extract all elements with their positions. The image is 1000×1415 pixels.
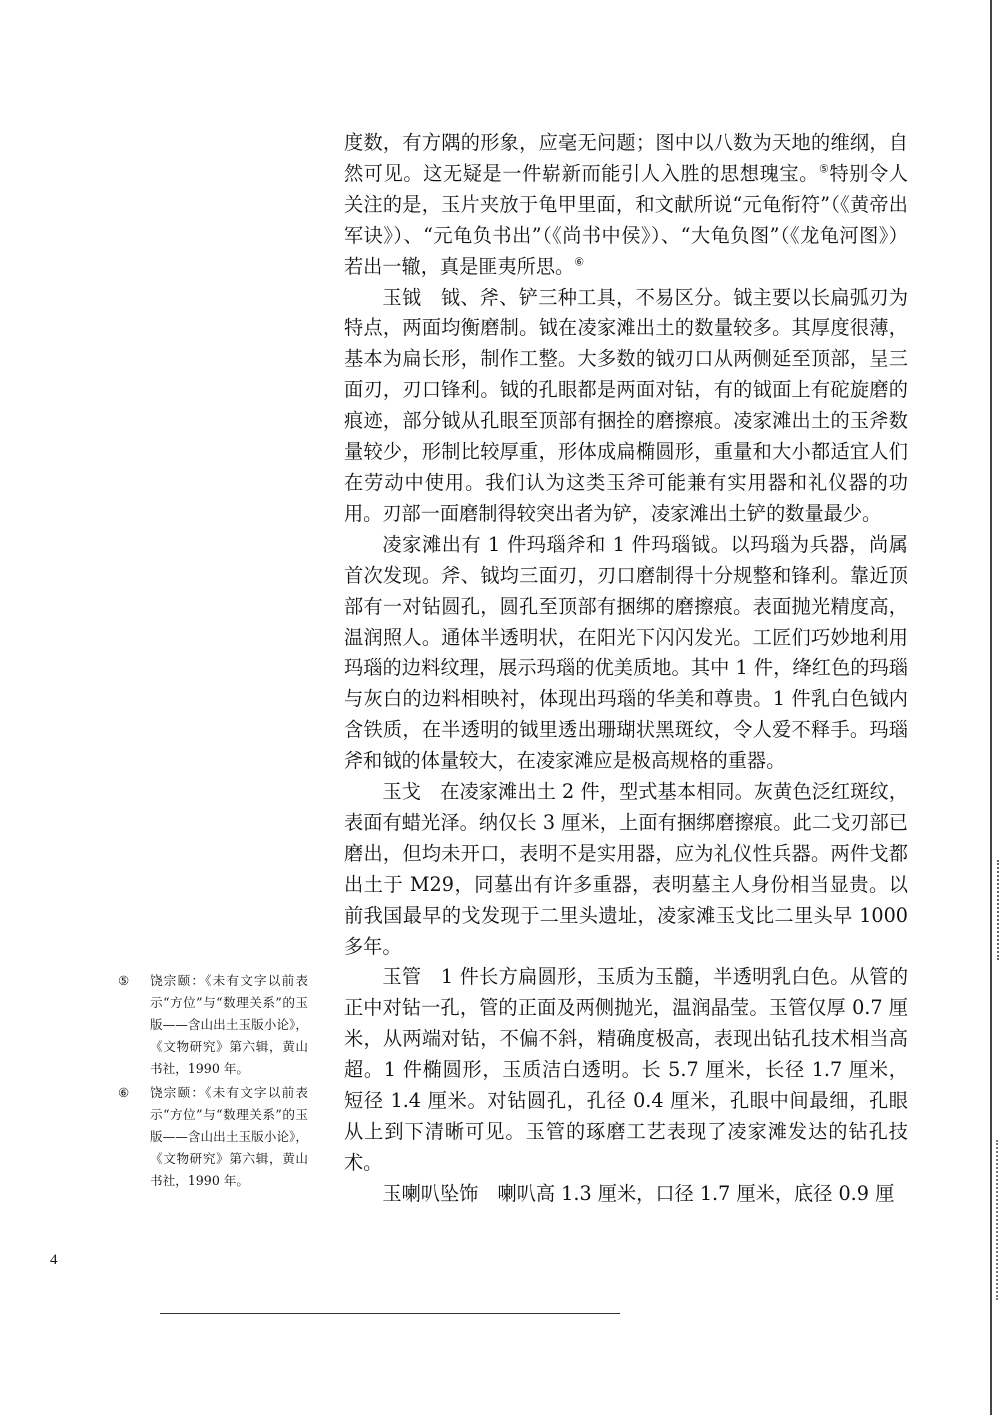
main-text-column (344, 128, 908, 1210)
footnote-5-text: 饶宗颐：《未有文字以前表示“方位”与“数理关系”的玉版——含山出土玉版小论》，《文物研究》第六辑，黄山书社，1990 年。 (150, 973, 308, 1076)
term-ge: 玉戈 (382, 780, 421, 804)
paragraph-agate (344, 530, 908, 777)
footnote-ref-6[interactable]: ⑥ (574, 255, 585, 269)
scan-edge-marks-lower (996, 1140, 1000, 1300)
paragraph-agate-text: 凌家滩出有 1 件玛瑙斧和 1 件玛瑙钺。以玛瑙为兵器，尚属首次发现。斧、钺均三面刃，刃口磨制得十分规整和锋利。靠近顶部有一对钻圆孔，圆孔至顶部有捆绑的磨擦痕。表面抛光精度高，温润照人。通体半透明状，在阳光下闪闪发光。工匠们巧妙地利用玛瑙的边料纹理，展示玛瑙的优美质地。其中 1 件，绛红色的玛瑙与灰白的边料相映衬，体现出玛瑙的华美和尊贵。1 件乳白色钺内含铁质，在半透明的钺里透出珊瑚状黑斑纹，令人爱不释手。玛瑙斧和钺的体量较大，在凌家滩应是极高规格的重器。 (344, 532, 908, 773)
page-number: 4 (50, 1252, 58, 1268)
term-tube: 玉管 (382, 965, 422, 989)
term-yue: 玉钺 (382, 285, 422, 309)
term-trumpet: 玉喇叭坠饰 (382, 1181, 479, 1205)
footnote-5 (118, 970, 308, 1080)
bottom-rule (160, 1313, 620, 1314)
footnote-6 (118, 1082, 308, 1192)
paragraph-1-text-b: 特别令人关注的是，玉片夹放于龟甲里面，和文献所说“元龟衔符”（《黄帝出军诀》）、“元龟负书出”（《尚书中侯》）、“大龟负图”（《龙龟河图》）若出一辙，真是匪夷所思。 (344, 161, 908, 278)
paragraph-yue-text: 钺、斧、铲三种工具，不易区分。钺主要以长扁弧刃为特点，两面均衡磨制。钺在凌家滩出土的数量较多。其厚度很薄，基本为扁长形，制作工整。大多数的钺刃口从两侧延至顶部，呈三面刃，刃口锋利。钺的孔眼都是两面对钻，有的钺面上有砣旋磨的痕迹，部分钺从孔眼至顶部有捆拴的磨擦痕。凌家滩出土的玉斧数量较少，形制比较厚重，形体成扁椭圆形，重量和大小都适宜人们在劳动中使用。我们认为这类玉斧可能兼有实用器和礼仪器的功用。刃部一面磨制得较突出者为铲，凌家滩出土铲的数量最少。 (344, 285, 909, 525)
paragraph-1 (344, 128, 908, 283)
paragraph-1-text-a: 度数，有方隅的形象，应毫无问题；图中以八数为天地的维纲，自然可见。这无疑是一件崭新而能引人入胜的思想瑰宝。 (344, 131, 908, 185)
paragraph-tube (344, 962, 908, 1178)
footnote-6-text: 饶宗颐：《未有文字以前表示“方位”与“数理关系”的玉版——含山出土玉版小论》，《文物研究》第六辑，黄山书社，1990 年。 (150, 1085, 308, 1188)
paragraph-ge-text: 在凌家滩出土 2 件，型式基本相同。灰黄色泛红斑纹，表面有蜡光泽。纳仅长 3 厘米，上面有捆绑磨擦痕。此二戈刃部已磨出，但均未开口，表明不是实用器，应为礼仪性兵器。两件戈都出土于 M29，同墓出有许多重器，表明墓主人身份相当显贵。以前我国最早的戈发现于二里头遗址，凌家滩玉戈比二里头早 1000 多年。 (344, 780, 909, 958)
paragraph-yue (344, 283, 908, 530)
paragraph-trumpet-text: 喇叭高 1.3 厘米，口径 1.7 厘米，底径 0.9 厘 (478, 1181, 895, 1205)
footnote-ref-5[interactable]: ⑤ (818, 162, 830, 176)
paragraph-ge (344, 777, 908, 962)
paragraph-trumpet (344, 1179, 908, 1210)
footnote-5-mark: ⑤ (118, 973, 130, 988)
scan-edge-line (990, 0, 992, 1415)
footnote-6-mark: ⑥ (118, 1085, 130, 1100)
paragraph-tube-text: 1 件长方扁圆形，玉质为玉髓，半透明乳白色。从管的正中对钻一孔，管的正面及两侧抛光，温润晶莹。玉管仅厚 0.7 厘米，从两端对钻，不偏不斜，精确度极高，表现出钻孔技术相当高超。1 件椭圆形，玉质洁白透明。长 5.7 厘米，长径 1.7 厘米，短径 1.4 厘米。对钻圆孔，孔径 0.4 厘米，孔眼中间最细，孔眼从上到下清晰可见。玉管的琢磨工艺表现了凌家滩发达的钻孔技术。 (344, 965, 909, 1174)
footnotes (118, 970, 308, 1194)
